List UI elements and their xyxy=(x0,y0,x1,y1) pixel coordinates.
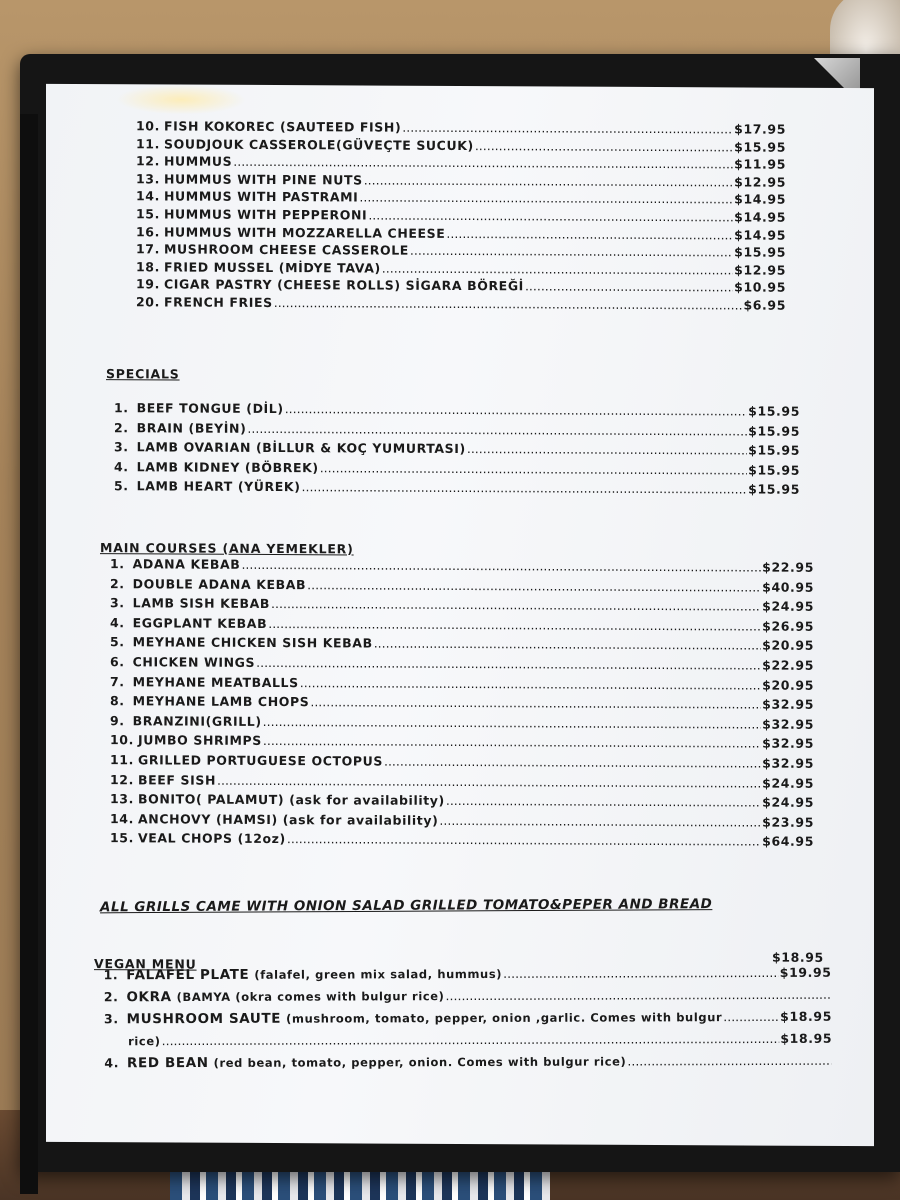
item-name: LAMB HEART (YÜREK) xyxy=(136,478,301,495)
item-price: $26.95 xyxy=(762,618,814,634)
item-price: $20.95 xyxy=(762,677,814,693)
item-name: MEYHANE LAMB CHOPS xyxy=(132,693,310,710)
item-price: $17.95 xyxy=(734,121,786,137)
item-number: 4. xyxy=(114,458,129,474)
item-number: 2. xyxy=(103,989,119,1005)
light-glare xyxy=(116,84,246,115)
item-number: 9. xyxy=(110,712,125,728)
dot-leader xyxy=(382,260,733,277)
item-price: $12.95 xyxy=(734,262,786,278)
main-courses-heading: MAIN COURSES (ANA YEMEKLER) xyxy=(100,540,354,557)
dot-leader xyxy=(439,813,761,830)
dot-leader xyxy=(467,441,747,457)
item-price: $18.95 xyxy=(780,1008,833,1024)
item-price: $23.95 xyxy=(762,814,814,830)
vegan-item xyxy=(104,1031,832,1056)
item-price: $15.95 xyxy=(748,462,800,478)
item-price: $40.95 xyxy=(762,579,814,595)
item-number: 4. xyxy=(104,1055,120,1071)
dot-leader xyxy=(285,401,747,418)
vegan-list xyxy=(104,965,833,1078)
item-name: MUSHROOM CHEESE CASSEROLE xyxy=(164,241,409,258)
binder-spine xyxy=(20,114,38,1194)
item-price: $18.95 xyxy=(780,1030,833,1046)
item-name: BEEF SISH xyxy=(138,771,217,788)
item-price: $22.95 xyxy=(762,559,814,575)
dot-leader xyxy=(525,279,733,295)
item-number: 19. xyxy=(136,276,160,292)
menu-page xyxy=(46,84,874,1146)
item-number: 6. xyxy=(110,654,125,670)
item-number: 13. xyxy=(136,171,160,187)
item-number: 11. xyxy=(136,135,160,152)
dot-leader xyxy=(723,1009,779,1024)
vegan-item xyxy=(104,965,832,990)
item-number: 5. xyxy=(114,478,129,494)
dot-leader xyxy=(410,243,733,260)
item-number: 18. xyxy=(136,259,160,275)
item-number: 3. xyxy=(110,595,125,611)
dot-leader xyxy=(271,596,761,614)
item-price: $12.95 xyxy=(734,174,786,190)
item-number: 2. xyxy=(110,575,125,591)
item-name: BRANZINI(GRILL) xyxy=(132,713,262,729)
item-price: $11.95 xyxy=(734,156,786,172)
specials-heading: SPECIALS xyxy=(106,366,180,382)
item-price: $15.95 xyxy=(748,481,800,497)
dot-leader xyxy=(368,207,733,224)
item-number: 12. xyxy=(110,771,134,787)
item-name: LAMB SISH KEBAB xyxy=(132,595,271,612)
dot-leader xyxy=(446,793,761,810)
item-number: 20. xyxy=(136,294,160,310)
item-price: $6.95 xyxy=(743,297,786,313)
dot-leader xyxy=(274,295,743,312)
item-name: MEYHANE MEATBALLS xyxy=(132,673,299,690)
dot-leader xyxy=(263,714,761,732)
item-name: FISH KOKOREC (SAUTEED FISH) xyxy=(164,118,402,135)
dot-leader xyxy=(241,557,761,575)
item-description: rice) xyxy=(128,1034,161,1049)
item-name: EGGPLANT KEBAB xyxy=(132,615,268,631)
dot-leader xyxy=(364,172,733,189)
item-price: $24.95 xyxy=(762,794,814,810)
item-number: 2. xyxy=(114,419,129,435)
vegan-heading: VEGAN MENU xyxy=(94,956,197,972)
dot-leader xyxy=(217,772,761,790)
dot-leader xyxy=(287,831,761,848)
item-price: $15.95 xyxy=(734,139,786,155)
item-number: 10. xyxy=(136,118,160,134)
item-number: 5. xyxy=(110,634,125,650)
dot-leader xyxy=(247,420,747,438)
item-price: $64.95 xyxy=(762,833,814,850)
item-price: $32.95 xyxy=(762,755,814,771)
dot-leader xyxy=(256,655,761,673)
item-name: RED BEAN xyxy=(126,1054,209,1072)
item-number: 1. xyxy=(114,400,129,416)
item-price: $20.95 xyxy=(762,637,814,654)
item-price: $15.95 xyxy=(734,244,786,260)
menu-item xyxy=(110,830,814,853)
item-number: 15. xyxy=(136,206,160,222)
item-price: $22.95 xyxy=(762,657,814,673)
item-name: HUMMUS WITH PASTRAMI xyxy=(164,188,359,205)
dot-leader xyxy=(384,754,761,771)
item-price: $14.95 xyxy=(734,191,786,208)
dot-leader xyxy=(503,965,779,981)
item-description: (falafel, green mix salad, hummus) xyxy=(254,966,503,982)
vegan-item xyxy=(104,987,832,1012)
item-price: $32.95 xyxy=(762,735,814,752)
item-description: (BAMYA (okra comes with bulgur rice) xyxy=(176,989,445,1005)
item-number: 13. xyxy=(110,791,134,807)
item-name: BRAIN (BEYİN) xyxy=(136,419,247,436)
item-number: 4. xyxy=(110,614,125,631)
item-number: 15. xyxy=(110,830,134,846)
item-name: HUMMUS WITH PINE NUTS xyxy=(164,171,363,188)
item-name: CIGAR PASTRY (CHEESE ROLLS) SİGARA BÖREĞİ xyxy=(164,276,524,294)
item-price: $15.95 xyxy=(748,403,800,419)
item-price: $14.95 xyxy=(734,209,786,225)
item-price: $15.95 xyxy=(748,423,800,439)
grill-note: ALL GRILLS CAME WITH ONION SALAD GRILLED TOMATO&PEPER AND BREAD xyxy=(99,896,713,916)
item-number: 16. xyxy=(136,223,160,239)
item-price: $24.95 xyxy=(762,598,814,615)
item-name: LAMB KIDNEY (BÖBREK) xyxy=(136,458,319,475)
item-number: 8. xyxy=(110,693,125,709)
item-name: CHICKEN WINGS xyxy=(132,654,256,670)
item-price: $10.95 xyxy=(734,279,786,296)
item-price: $32.95 xyxy=(762,716,814,732)
dot-leader xyxy=(307,577,761,594)
dot-leader xyxy=(302,479,748,496)
item-number: 11. xyxy=(110,752,134,768)
dot-leader xyxy=(162,1031,780,1048)
item-name: ADANA KEBAB xyxy=(132,556,241,572)
item-name: HUMMUS WITH PEPPERONI xyxy=(164,206,368,223)
item-name: MUSHROOM SAUTE xyxy=(126,1010,282,1028)
dot-leader xyxy=(446,225,733,242)
item-name: DOUBLE ADANA KEBAB xyxy=(132,575,307,592)
item-name: FALAFEL PLATE xyxy=(126,966,250,984)
dot-leader xyxy=(263,733,761,751)
menu-item xyxy=(136,294,786,315)
dot-leader xyxy=(475,138,733,154)
item-price: $24.95 xyxy=(762,775,814,791)
dot-leader xyxy=(402,120,733,137)
dot-leader xyxy=(233,154,733,172)
item-price: $19.95 xyxy=(779,964,832,980)
item-name: HUMMUS xyxy=(164,153,233,169)
dot-leader xyxy=(320,460,747,477)
vegan-item xyxy=(104,1009,832,1034)
item-name: GRILLED PORTUGUESE OCTOPUS xyxy=(138,752,383,769)
dot-leader xyxy=(359,190,733,207)
item-name: SOUDJOUK CASSEROLE(GÜVEÇTE SUCUK) xyxy=(164,136,474,153)
appetizers-list xyxy=(136,118,786,315)
item-name: MEYHANE CHICKEN SISH KEBAB xyxy=(132,634,373,651)
item-name: VEAL CHOPS (12oz) xyxy=(138,830,286,847)
item-number: 1. xyxy=(103,967,119,983)
item-description: (red bean, tomato, pepper, onion. Comes with bulgur rice) xyxy=(213,1054,627,1070)
item-price: $15.95 xyxy=(748,442,800,458)
specials-list xyxy=(114,400,800,501)
item-number: 7. xyxy=(110,673,125,689)
dot-leader xyxy=(627,1053,831,1069)
item-name: ANCHOVY (HAMSI) (ask for availability) xyxy=(138,811,439,828)
item-number: 3. xyxy=(103,1011,119,1027)
dot-leader xyxy=(268,616,761,634)
item-name: OKRA xyxy=(126,989,172,1006)
item-name: LAMB OVARIAN (BİLLUR & KOÇ YUMURTASI) xyxy=(136,439,466,457)
vegan-top-price: $18.95 xyxy=(772,949,824,965)
vegan-item xyxy=(104,1053,832,1078)
item-number: 14. xyxy=(110,810,134,827)
item-name: BONITO( PALAMUT) (ask for availability) xyxy=(138,791,445,809)
item-number: 17. xyxy=(136,241,160,257)
main-courses-list xyxy=(110,556,814,854)
item-name: BEEF TONGUE (DİL) xyxy=(136,400,284,417)
item-name: JUMBO SHRIMPS xyxy=(138,732,262,749)
item-number: 10. xyxy=(110,732,134,748)
item-price: $14.95 xyxy=(734,226,786,243)
item-description: (mushroom, tomato, pepper, onion ,garlic. Comes with bulgur xyxy=(286,1010,723,1026)
item-name: FRENCH FRIES xyxy=(164,294,273,310)
item-number: 3. xyxy=(114,439,129,455)
dot-leader xyxy=(310,694,761,711)
menu-item xyxy=(114,478,800,501)
item-name: HUMMUS WITH MOZZARELLA CHEESE xyxy=(164,224,446,241)
item-name: FRIED MUSSEL (MİDYE TAVA) xyxy=(164,259,381,276)
item-number: 1. xyxy=(110,556,125,572)
dot-leader xyxy=(374,636,761,653)
dot-leader xyxy=(445,987,830,1003)
item-number: 14. xyxy=(136,188,160,204)
dot-leader xyxy=(300,675,761,692)
item-price: $32.95 xyxy=(762,696,814,713)
item-number: 12. xyxy=(136,153,160,169)
